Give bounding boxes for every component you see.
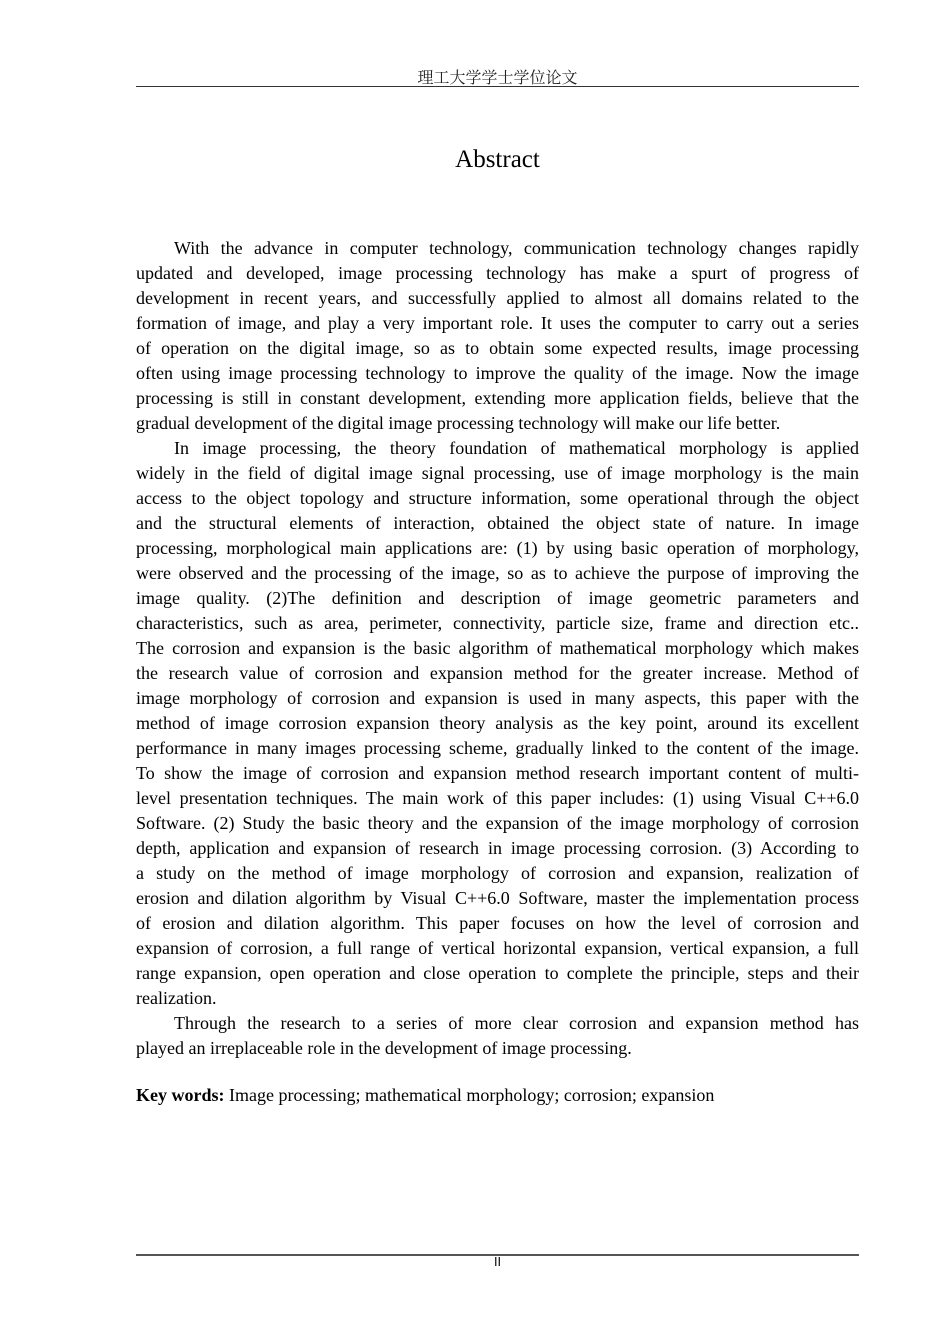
text-line: level presentation techniques. The main work of this paper includes: (1) using Visual C++6.0 — [136, 788, 859, 808]
text-line: method of image corrosion expansion theory analysis as the key point, around its excellent — [136, 713, 859, 733]
keywords-label: Key words: — [136, 1085, 225, 1105]
text-line: formation of image, and play a very important role. It uses the computer to carry out a series — [136, 313, 859, 333]
paragraph — [136, 236, 859, 436]
keywords — [136, 1083, 859, 1108]
running-header: 理工大学学士学位论文 — [417, 70, 578, 87]
text-line: image morphology of corrosion and expansion is used in many aspects, this paper with the — [136, 688, 859, 708]
page-title: Abstract — [455, 146, 540, 173]
paragraph — [136, 1011, 859, 1061]
text-line: a study on the method of image morphology of corrosion and expansion, realization of — [136, 863, 859, 883]
text-line: The corrosion and expansion is the basic algorithm of mathematical morphology which makes — [136, 638, 859, 658]
text-line: access to the object topology and structure information, some operational through the object — [136, 488, 859, 508]
page-number: II — [493, 1255, 502, 1269]
header-rule — [136, 86, 859, 87]
text-line: widely in the field of digital image signal processing, use of image morphology is the main — [136, 463, 859, 483]
text-line: of operation on the digital image, so as to obtain some expected results, image processing — [136, 338, 859, 358]
text-line: development in recent years, and successfully applied to almost all domains related to the — [136, 288, 859, 308]
text-line: erosion and dilation algorithm by Visual C++6.0 Software, master the implementation process — [136, 888, 859, 908]
text-line: realization. — [136, 988, 217, 1008]
text-line: characteristics, such as area, perimeter, connectivity, particle size, frame and direction etc.. — [136, 613, 859, 633]
text-line: often using image processing technology to improve the quality of the image. Now the image — [136, 363, 859, 383]
text-line: With the advance in computer technology, communication technology changes rapidly — [174, 238, 859, 258]
text-line: processing, morphological main applications are: (1) by using basic operation of morphology, — [136, 538, 859, 558]
text-line: To show the image of corrosion and expansion method research important content of multi- — [136, 763, 859, 783]
text-line: image quality. (2)The definition and description of image geometric parameters and — [136, 588, 859, 608]
text-line: range expansion, open operation and close operation to complete the principle, steps and their — [136, 963, 859, 983]
keywords-text: Image processing; mathematical morphology; corrosion; expansion — [224, 1085, 715, 1105]
text-line: and the structural elements of interaction, obtained the object state of nature. In image — [136, 513, 859, 533]
text-line: In image processing, the theory foundation of mathematical morphology is applied — [174, 438, 859, 458]
text-line: processing is still in constant development, extending more application fields, believe that the — [136, 388, 859, 408]
abstract-body — [136, 236, 859, 1061]
text-line: gradual development of the digital image processing technology will make our life better. — [136, 413, 781, 433]
text-line: were observed and the processing of the image, so as to achieve the purpose of improving the — [136, 563, 859, 583]
text-line: updated and developed, image processing technology has make a spurt of progress of — [136, 263, 859, 283]
text-line: Software. (2) Study the basic theory and the expansion of the image morphology of corrosion — [136, 813, 859, 833]
text-line: the research value of corrosion and expansion method for the greater increase. Method of — [136, 663, 859, 683]
text-line: performance in many images processing scheme, gradually linked to the content of the image. — [136, 738, 859, 758]
text-line: played an irreplaceable role in the development of image processing. — [136, 1038, 632, 1058]
text-line: depth, application and expansion of research in image processing corrosion. (3) According to — [136, 838, 859, 858]
paragraph — [136, 436, 859, 1011]
text-line: of erosion and dilation algorithm. This paper focuses on how the level of corrosion and — [136, 913, 859, 933]
text-line: expansion of corrosion, a full range of vertical horizontal expansion, vertical expansion, a full — [136, 938, 859, 958]
text-line: Through the research to a series of more clear corrosion and expansion method has — [174, 1013, 859, 1033]
